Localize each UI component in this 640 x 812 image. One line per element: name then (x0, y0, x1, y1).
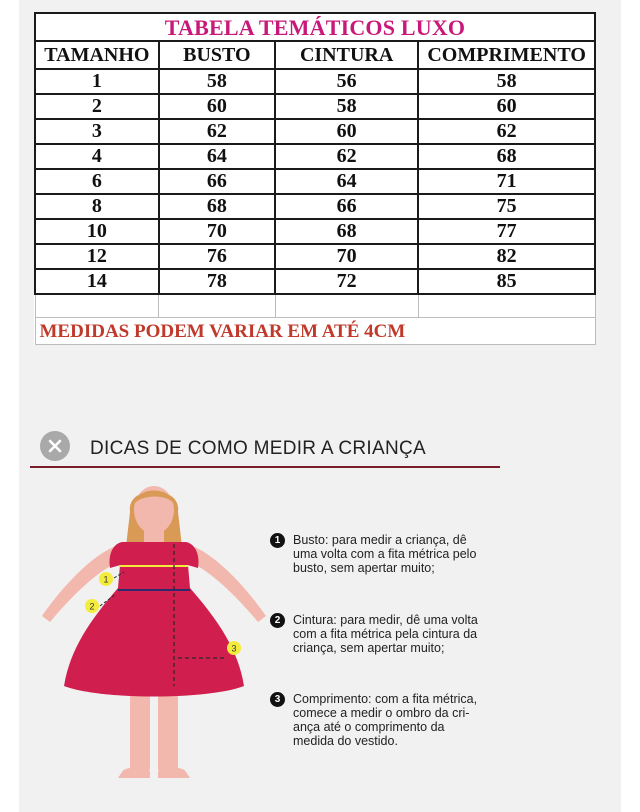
tip-text: Cintura: para medir, dê uma volta com a fita métrica pela cintura da criança, sem apertar muito; (293, 613, 478, 655)
table-cell: 77 (418, 219, 595, 244)
right-leg (158, 692, 178, 774)
left-leg (130, 692, 150, 774)
table-cell: 12 (35, 244, 159, 269)
table-cell: 4 (35, 144, 159, 169)
table-cell: 58 (275, 94, 418, 119)
table-cell: 60 (275, 119, 418, 144)
tip-waist (270, 613, 530, 655)
table-cell: 85 (418, 269, 595, 294)
table-cell: 2 (35, 94, 159, 119)
table-row (35, 119, 595, 144)
tip-number-badge: 1 (270, 533, 285, 548)
column-header: BUSTO (159, 41, 275, 69)
table-cell: 58 (159, 69, 275, 94)
table-cell: 6 (35, 169, 159, 194)
table-row (35, 144, 595, 169)
table-row (35, 269, 595, 294)
tip-number-badge: 2 (270, 613, 285, 628)
table-cell: 62 (159, 119, 275, 144)
tips-divider (30, 466, 500, 468)
tip-number-badge: 3 (270, 692, 285, 707)
tip-bust (270, 533, 530, 575)
close-button[interactable] (40, 431, 70, 461)
table-cell: 71 (418, 169, 595, 194)
column-header: CINTURA (275, 41, 418, 69)
table-cell: 64 (275, 169, 418, 194)
table-cell: 8 (35, 194, 159, 219)
table-cell: 68 (418, 144, 595, 169)
table-cell: 82 (418, 244, 595, 269)
table-header-row (35, 41, 595, 69)
table-cell: 66 (275, 194, 418, 219)
table-row (35, 69, 595, 94)
empty-cell (275, 294, 418, 318)
table-row (35, 219, 595, 244)
table-cell: 58 (418, 69, 595, 94)
size-table (34, 12, 596, 345)
table-row (35, 169, 595, 194)
tip-text: Busto: para medir a criança, dê uma volta com a fita métrica pelo busto, sem apertar muito; (293, 533, 477, 575)
table-cell: 68 (275, 219, 418, 244)
empty-cell (159, 294, 275, 318)
table-cell: 75 (418, 194, 595, 219)
table-cell: 56 (275, 69, 418, 94)
table-cell: 14 (35, 269, 159, 294)
table-cell: 10 (35, 219, 159, 244)
empty-cell (35, 294, 159, 318)
table-cell: 1 (35, 69, 159, 94)
close-icon (40, 431, 70, 461)
table-cell: 60 (418, 94, 595, 119)
svg-text:2: 2 (89, 601, 95, 612)
table-cell: 70 (159, 219, 275, 244)
table-note: MEDIDAS PODEM VARIAR EM ATÉ 4CM (35, 318, 595, 345)
table-cell: 76 (159, 244, 275, 269)
table-cell: 72 (275, 269, 418, 294)
column-header: TAMANHO (35, 41, 159, 69)
table-row (35, 94, 595, 119)
table-cell: 3 (35, 119, 159, 144)
child-dress-illustration (38, 478, 270, 790)
tip-text: Comprimento: com a fita métrica, comece a medir o ombro da cri- ança até o comprimento da medida do vestido. (293, 692, 478, 748)
table-cell: 78 (159, 269, 275, 294)
empty-row (35, 294, 595, 318)
tip-length (270, 692, 530, 748)
table-cell: 62 (275, 144, 418, 169)
tips-title: DICAS DE COMO MEDIR A CRIANÇA (90, 438, 426, 459)
empty-cell (418, 294, 595, 318)
table-row (35, 194, 595, 219)
table-row (35, 244, 595, 269)
table-cell: 68 (159, 194, 275, 219)
table-cell: 60 (159, 94, 275, 119)
table-cell: 66 (159, 169, 275, 194)
table-cell: 62 (418, 119, 595, 144)
column-header: COMPRIMENTO (418, 41, 595, 69)
table-cell: 64 (159, 144, 275, 169)
table-title: TABELA TEMÁTICOS LUXO (35, 13, 595, 41)
svg-text:3: 3 (231, 643, 237, 654)
svg-text:1: 1 (103, 574, 109, 585)
table-cell: 70 (275, 244, 418, 269)
